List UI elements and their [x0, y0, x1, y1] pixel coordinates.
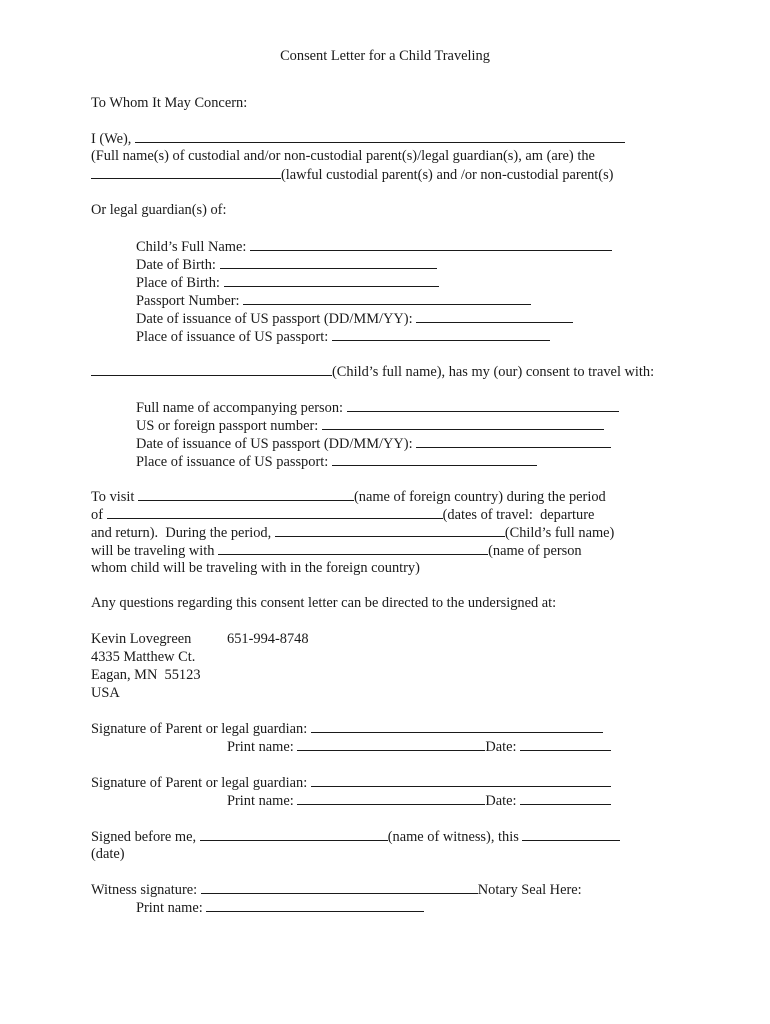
witness-print-label: Print name:	[136, 900, 203, 916]
intro-line-2: (Full name(s) of custodial and/or non-custodial parent(s)/legal guardian(s), am (are) the	[91, 148, 595, 164]
consent-child-name-field[interactable]	[91, 362, 332, 376]
foreign-country-label: (name of foreign country) during the period	[353, 489, 606, 505]
consent-line	[91, 362, 654, 381]
person-name-label: (name of person	[488, 543, 582, 559]
print-name-2-label: Print name:	[227, 793, 294, 809]
child-pob-field[interactable]	[224, 273, 439, 287]
travel-dates-label: (dates of travel: departure	[442, 507, 595, 523]
parent-status-field[interactable]	[91, 165, 281, 179]
date-1-field[interactable]	[520, 737, 611, 751]
child-dob-field[interactable]	[220, 255, 437, 269]
consent-label: (Child’s full name), has my (our) consent to travel with:	[332, 364, 655, 380]
contact-city: Eagan, MN 55123	[91, 667, 201, 683]
contact-name: Kevin Lovegreen	[91, 631, 192, 647]
signed-date-field[interactable]	[522, 827, 620, 841]
signature-2-label: Signature of Parent or legal guardian:	[91, 775, 308, 791]
visit-child-name-label: (Child’s full name)	[504, 525, 615, 541]
signature-2-field[interactable]	[311, 773, 611, 787]
travel-dates-field[interactable]	[107, 505, 443, 519]
signature-2-row	[91, 773, 611, 792]
visit-line-5: whom child will be traveling with in the foreign country)	[91, 560, 420, 576]
companion-passport-place-label: Place of issuance of US passport:	[136, 454, 329, 470]
signed-date-label: (date)	[91, 846, 125, 862]
signature-1-label: Signature of Parent or legal guardian:	[91, 721, 308, 737]
child-passport-label: Passport Number:	[136, 293, 240, 309]
child-passport-date-field[interactable]	[416, 309, 573, 323]
companion-passport-date-label: Date of issuance of US passport (DD/MM/YY):	[136, 436, 413, 452]
companion-passport-field[interactable]	[322, 416, 604, 430]
witness-print-row	[136, 898, 424, 917]
companion-passport-row	[136, 416, 604, 435]
child-passport-field[interactable]	[243, 291, 531, 305]
child-name-field[interactable]	[250, 237, 612, 251]
contact-country: USA	[91, 685, 120, 701]
salutation: To Whom It May Concern:	[91, 95, 248, 111]
child-passport-date-label: Date of issuance of US passport (DD/MM/YY):	[136, 311, 413, 327]
companion-name-row	[136, 398, 619, 417]
intro-we-label: I (We),	[91, 131, 132, 147]
document-title: Consent Letter for a Child Traveling	[280, 48, 490, 64]
intro-line-3	[91, 165, 613, 184]
signature-1-print-row	[227, 737, 611, 756]
child-dob-label: Date of Birth:	[136, 257, 216, 273]
child-passport-place-label: Place of issuance of US passport:	[136, 329, 329, 345]
date-2-label: Date:	[485, 793, 517, 809]
child-name-row	[136, 237, 612, 256]
visit-child-name-field[interactable]	[275, 523, 505, 537]
signed-before-label: Signed before me,	[91, 829, 197, 845]
date-1-label: Date:	[485, 739, 517, 755]
visit-line-2	[91, 505, 594, 524]
companion-passport-label: US or foreign passport number:	[136, 418, 319, 434]
contact-phone: 651-994-8748	[227, 631, 309, 647]
witness-print-field[interactable]	[206, 898, 424, 912]
traveling-with-label: will be traveling with	[91, 543, 215, 559]
foreign-country-field[interactable]	[138, 487, 354, 501]
companion-name-field[interactable]	[347, 398, 619, 412]
witness-signature-label: Witness signature:	[91, 882, 198, 898]
visit-line-3	[91, 523, 614, 542]
child-dob-row	[136, 255, 437, 274]
child-pob-label: Place of Birth:	[136, 275, 220, 291]
print-name-1-field[interactable]	[297, 737, 485, 751]
visit-line-1	[91, 487, 606, 506]
companion-passport-place-row	[136, 452, 537, 471]
companion-passport-date-row	[136, 434, 611, 453]
intro-status-label: (lawful custodial parent(s) and /or non-custodial parent(s)	[281, 167, 614, 183]
child-pob-row	[136, 273, 439, 292]
signed-before-row	[91, 827, 620, 846]
child-passport-place-row	[136, 327, 550, 346]
print-name-2-field[interactable]	[297, 791, 485, 805]
date-2-field[interactable]	[520, 791, 611, 805]
parent-names-field[interactable]	[135, 129, 625, 143]
child-passport-place-field[interactable]	[332, 327, 550, 341]
print-name-1-label: Print name:	[227, 739, 294, 755]
child-name-label: Child’s Full Name:	[136, 239, 247, 255]
child-passport-date-row	[136, 309, 573, 328]
witness-name-field[interactable]	[200, 827, 388, 841]
witness-signature-field[interactable]	[201, 880, 478, 894]
visit-of-label: of	[91, 507, 103, 523]
guardian-of-label: Or legal guardian(s) of:	[91, 202, 227, 218]
notary-seal-label: Notary Seal Here:	[477, 882, 582, 898]
witness-name-label: (name of witness), this	[387, 829, 519, 845]
witness-signature-row	[91, 880, 582, 899]
visit-label: To visit	[91, 489, 135, 505]
companion-passport-date-field[interactable]	[416, 434, 611, 448]
intro-line-1	[91, 129, 625, 148]
signature-1-field[interactable]	[311, 719, 603, 733]
visit-period-label: and return). During the period,	[91, 525, 272, 541]
signature-2-print-row	[227, 791, 611, 810]
visit-line-4	[91, 541, 582, 560]
questions-text: Any questions regarding this consent letter can be directed to the undersigned at:	[91, 595, 557, 611]
child-passport-row	[136, 291, 531, 310]
companion-passport-place-field[interactable]	[332, 452, 537, 466]
signature-1-row	[91, 719, 603, 738]
traveling-with-field[interactable]	[218, 541, 488, 555]
contact-street: 4335 Matthew Ct.	[91, 649, 196, 665]
companion-name-label: Full name of accompanying person:	[136, 400, 344, 416]
